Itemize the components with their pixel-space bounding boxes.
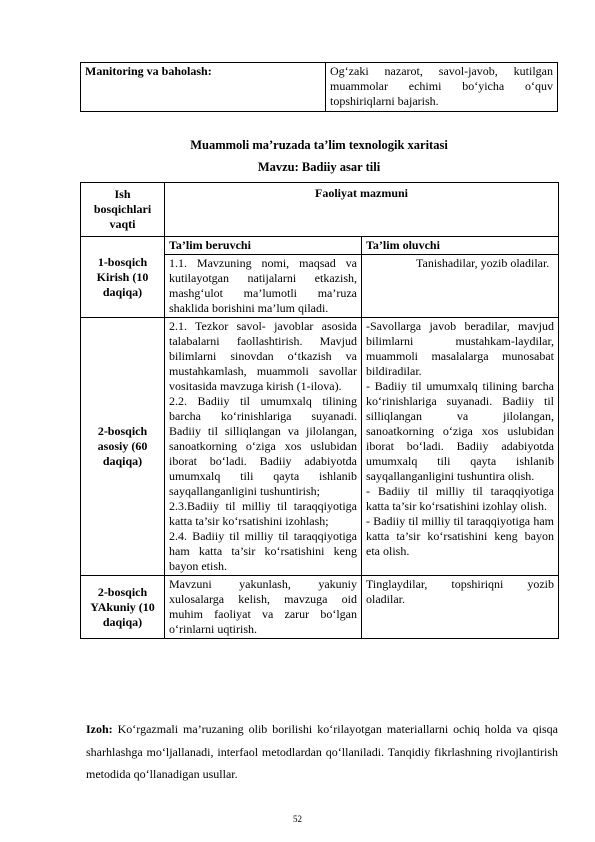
stage-3-teacher: Mavzuni yakunlash, yakuniy xulosalarga kelish, mavzuga oid muhim faoliyat va zarur bo‘lgan o‘rinlarni uqtirish.	[165, 576, 362, 639]
stage-3-student: Tinglaydilar, topshiriqni yozib oladilar.	[362, 576, 559, 639]
student-header: Ta’lim oluvchi	[362, 237, 559, 255]
stage-1-teacher: 1.1. Mavzuning nomi, maqsad va kutilayotgan natijalarni etkazish, mashg‘ulot ma’lumotli ma’ruza shaklida borishini ma’lum qiladi.	[165, 255, 362, 318]
monitoring-label: Manitoring va baholash:	[81, 63, 326, 112]
stage-1-student: Tanishadilar, yozib oladilar.	[362, 255, 559, 318]
note-label: Izoh:	[86, 722, 113, 736]
document-subtitle: Mavzu: Badiiy asar tili	[257, 160, 381, 174]
technology-map-table	[80, 182, 559, 639]
note-text: Ko‘rgazmali ma’ruzaning olib borilishi ko‘rilayotgan materiallarni ochiq holda va qisqa sharhlashga mo‘ljallanadi, interfaol metodlardan qo‘llaniladi. Tanqidiy fikrlashning rivojlantirish metodida qo‘llanadigan usullar.	[86, 722, 558, 781]
monitoring-value: Og‘zaki nazarot, savol-javob, kutilgan muammolar echimi bo‘yicha o‘quv topshiriqlarni bajarish.	[326, 63, 558, 112]
page-number: 52	[293, 814, 302, 824]
note-paragraph	[86, 718, 558, 786]
monitoring-table	[80, 62, 558, 112]
document-title: Muammoli ma’ruzada ta’lim texnologik xaritasi	[190, 138, 448, 152]
stage-2-label: 2-bosqich asosiy (60 daqiqa)	[81, 318, 165, 576]
teacher-header: Ta’lim beruvchi	[165, 237, 362, 255]
stage-column-header: Ish bosqichlari vaqti	[81, 183, 165, 237]
stage-2-student: -Savollarga javob beradilar, mavjud bilimlarni mustahkam-laydilar, muammoli masalalarga munosabat bildiradilar. - Badiiy til umumxalq tilining barcha ko‘rinishlariga suyanadi. Badiiy til silliqlangan va jilolangan, sanoatkorning o‘ziga xos uslubidan iborat bo‘ladi. Badiiy adabiyotda umumxalq tili qayta ishlanib sayqallanganligini tushuntira olish. - Badiiy til milliy til taraqqiyotiga katta ta’sir ko‘rsatishini izohlay olish. - Badiiy til milliy til taraqqiyotiga ham katta ta’sir ko‘rsatishini keng bayon eta olish.	[362, 318, 559, 576]
stage-3-label: 2-bosqich YAkuniy (10 daqiqa)	[81, 576, 165, 639]
stage-1-label: 1-bosqich Kirish (10 daqiqa)	[81, 237, 165, 318]
stage-2-teacher: 2.1. Tezkor savol- javoblar asosida talabalarni faollashtirish. Mavjud bilimlarni sinovdan o‘tkazish va mustahkamlash, muammoli savollar vositasida mavzuga kirish (1-ilova). 2.2. Badiiy til umumxalq tilining barcha ko‘rinishlariga suyanadi. Badiiy til silliqlangan va jilolangan, sanoatkorning o‘ziga xos uslubidan iborat bo‘ladi. Badiiy adabiyotda umumxalq tili qayta ishlanib sayqallanganligini tushuntirish; 2.3.Badiiy til milliy til taraqqiyotiga katta ta’sir ko‘rsatishini izohlash; 2.4. Badiiy til milliy til taraqqiyotiga ham katta ta’sir ko‘rsatishini keng bayon etish.	[165, 318, 362, 576]
activity-column-header: Faoliyat mazmuni	[165, 183, 559, 237]
